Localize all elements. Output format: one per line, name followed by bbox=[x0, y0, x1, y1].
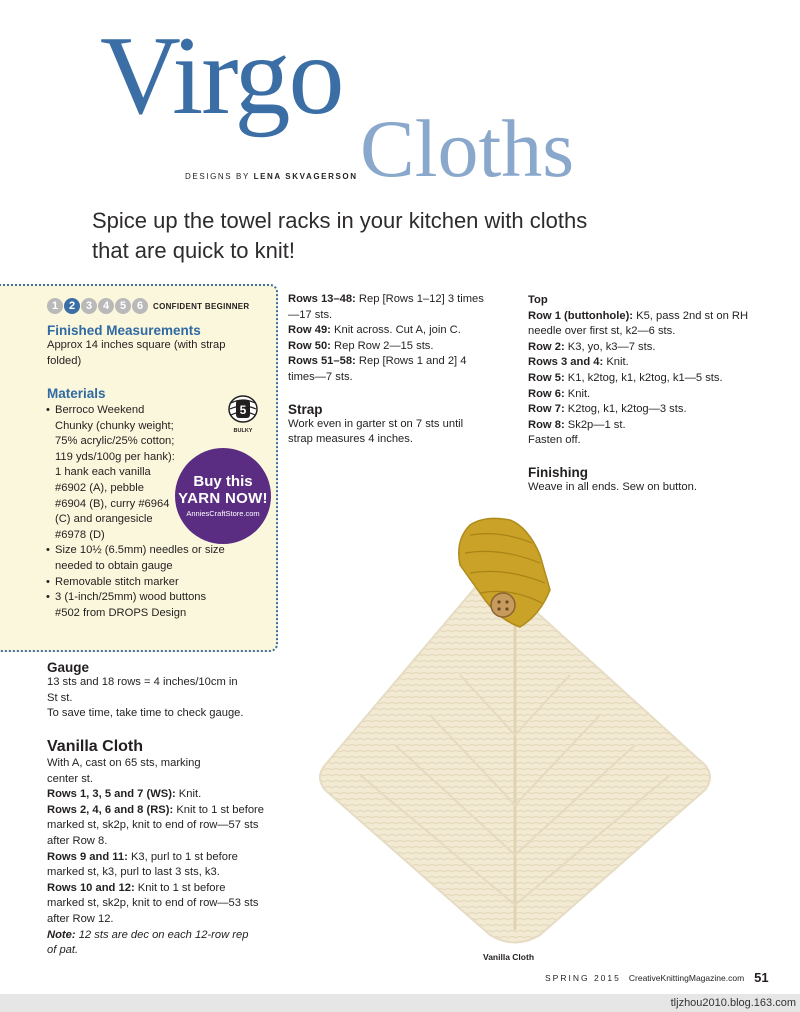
right-column bbox=[528, 293, 768, 496]
gauge-heading: Gauge bbox=[47, 660, 90, 675]
row-label: Rows 3 and 4: bbox=[528, 356, 604, 369]
middle-row bbox=[288, 292, 488, 323]
row-text: Knit. bbox=[567, 387, 591, 400]
top-row bbox=[528, 371, 768, 387]
row-text: Sk2p—1 st. bbox=[567, 418, 626, 431]
row-text: K1, k2tog, k1, k2tog, k1—5 sts. bbox=[567, 371, 723, 384]
page-number: 51 bbox=[754, 970, 769, 985]
materials-item: • Berroco Weekend Chunky (chunky weight; 75% acrylic/25% cotton; 119 yds/100g per hank): 1 hank each vanilla #6902 (A), pebble #6904 (B), curry #6964 (C) and orangesicle #6978 (D) bbox=[46, 403, 175, 543]
promo-line1: Buy this bbox=[193, 473, 253, 490]
finishing-text: Weave in all ends. Sew on button. bbox=[528, 480, 697, 493]
title-virgo: Virgo bbox=[100, 14, 343, 138]
yarn-weight-icon bbox=[226, 395, 260, 435]
intro-text: Spice up the towel racks in your kitchen with cloths that are quick to knit! bbox=[92, 208, 588, 263]
row-label: Rows 2, 4, 6 and 8 (RS): bbox=[47, 803, 174, 816]
row-label: Row 50: bbox=[288, 339, 331, 352]
finished-text: Approx 14 inches square (with strap folded) bbox=[47, 339, 226, 367]
footer-site: CreativeKnittingMagazine.com bbox=[628, 972, 745, 983]
finished-section bbox=[47, 323, 227, 369]
designer-credit bbox=[185, 172, 358, 181]
row-label: Row 6: bbox=[528, 387, 565, 400]
materials-item: • Size 10½ (6.5mm) needles or size needed to obtain gauge bbox=[46, 543, 231, 574]
vanilla-row bbox=[47, 881, 265, 928]
note-label: Note: bbox=[47, 928, 76, 941]
strap-heading: Strap bbox=[288, 401, 323, 417]
page-footer bbox=[545, 970, 769, 985]
materials-section bbox=[47, 386, 106, 401]
designer-name: LENA SKVAGERSON bbox=[253, 172, 358, 181]
row-label: Row 2: bbox=[528, 340, 565, 353]
vanilla-section bbox=[47, 738, 265, 959]
finishing-heading: Finishing bbox=[528, 464, 588, 480]
top-heading: Top bbox=[528, 294, 548, 306]
gauge-section bbox=[47, 660, 272, 722]
note-text: 12 sts are dec on each 12-row rep of pat. bbox=[47, 928, 249, 957]
gauge-line: 13 sts and 18 rows = 4 inches/10cm in St st. bbox=[47, 676, 238, 704]
row-text: K3, purl to 1 st before marked st, k3, purl to last 3 sts, k3. bbox=[47, 850, 238, 879]
materials-heading: Materials bbox=[47, 386, 106, 401]
row-label: Row 49: bbox=[288, 324, 331, 337]
vanilla-row bbox=[47, 803, 265, 850]
row-label: Rows 13–48: bbox=[288, 293, 356, 305]
row-label: Rows 1, 3, 5 and 7 (WS): bbox=[47, 788, 176, 801]
buy-yarn-badge[interactable] bbox=[175, 448, 271, 544]
row-text: Knit. bbox=[178, 788, 202, 801]
promo-url: AnniesCraftStore.com bbox=[186, 509, 260, 518]
vanilla-intro: With A, cast on 65 sts, marking center st. bbox=[47, 757, 201, 785]
middle-row bbox=[288, 323, 488, 339]
middle-row bbox=[288, 339, 488, 355]
photo-caption: Vanilla Cloth bbox=[483, 952, 535, 962]
skill-level-label: CONFIDENT BEGINNER bbox=[153, 301, 250, 311]
top-row bbox=[528, 402, 768, 418]
top-row bbox=[528, 309, 768, 340]
promo-line2: YARN NOW! bbox=[178, 490, 268, 507]
row-label: Row 5: bbox=[528, 371, 565, 384]
row-text: Knit to 1 st before marked st, sk2p, knit to end of row—53 sts after Row 12. bbox=[47, 881, 259, 925]
strap-text: Work even in garter st on 7 sts until strap measures 4 inches. bbox=[288, 417, 464, 446]
middle-row bbox=[288, 354, 488, 385]
row-text: K2tog, k1, k2tog—3 sts. bbox=[567, 403, 687, 416]
title-cloths: Cloths bbox=[360, 103, 575, 194]
skill-level-1: 1 bbox=[47, 298, 63, 314]
materials-item: • 3 (1-inch/25mm) wood buttons #502 from DROPS Design bbox=[46, 590, 231, 621]
row-text: K5, pass 2nd st on RH needle over first st, k2—6 sts. bbox=[528, 309, 749, 338]
top-row bbox=[528, 418, 768, 434]
row-label: Rows 9 and 11: bbox=[47, 850, 128, 863]
footer-season: SPRING 2015 bbox=[545, 972, 621, 983]
gauge-line: To save time, take time to check gauge. bbox=[47, 707, 244, 720]
finished-heading: Finished Measurements bbox=[47, 323, 201, 338]
top-row bbox=[528, 387, 768, 403]
row-label: Row 7: bbox=[528, 403, 565, 416]
vanilla-cloth-photo bbox=[300, 515, 730, 950]
top-row bbox=[528, 355, 768, 371]
vanilla-heading: Vanilla Cloth bbox=[47, 738, 144, 755]
row-label: Rows 10 and 12: bbox=[47, 881, 135, 894]
row-text: Knit. bbox=[606, 356, 629, 369]
top-row bbox=[528, 340, 768, 356]
yarn-weight-number: 5 bbox=[239, 403, 247, 417]
vanilla-note bbox=[47, 928, 257, 959]
skill-level-3: 3 bbox=[81, 298, 97, 314]
row-text: Rep [Rows 1 and 2] 4 times—7 sts. bbox=[288, 355, 467, 383]
row-text: Knit to 1 st before marked st, sk2p, knit to end of row—57 sts after Row 8. bbox=[47, 803, 264, 847]
watermark-text: tljzhou2010.blog.163.com bbox=[670, 997, 796, 1009]
row-text: Rep Row 2—15 sts. bbox=[334, 339, 434, 352]
designer-prefix: DESIGNS BY bbox=[185, 172, 250, 181]
skill-level bbox=[47, 298, 250, 314]
row-text: K3, yo, k3—7 sts. bbox=[567, 340, 656, 353]
row-text: Knit across. Cut A, join C. bbox=[334, 324, 461, 337]
materials-item: • Removable stitch marker bbox=[46, 575, 231, 591]
middle-column bbox=[288, 292, 488, 448]
skill-level-2-active: 2 bbox=[64, 298, 80, 314]
row-text: Rep [Rows 1–12] 3 times—17 sts. bbox=[288, 293, 484, 321]
vanilla-row bbox=[47, 787, 265, 803]
row-label: Rows 51–58: bbox=[288, 355, 356, 368]
vanilla-row bbox=[47, 850, 265, 881]
skill-level-5: 5 bbox=[115, 298, 131, 314]
row-label: Row 8: bbox=[528, 418, 565, 431]
yarn-weight-label: BULKY bbox=[233, 428, 253, 434]
skill-level-6: 6 bbox=[132, 298, 148, 314]
skill-level-4: 4 bbox=[98, 298, 114, 314]
fasten-off: Fasten off. bbox=[528, 434, 581, 447]
row-label: Row 1 (buttonhole): bbox=[528, 309, 634, 322]
